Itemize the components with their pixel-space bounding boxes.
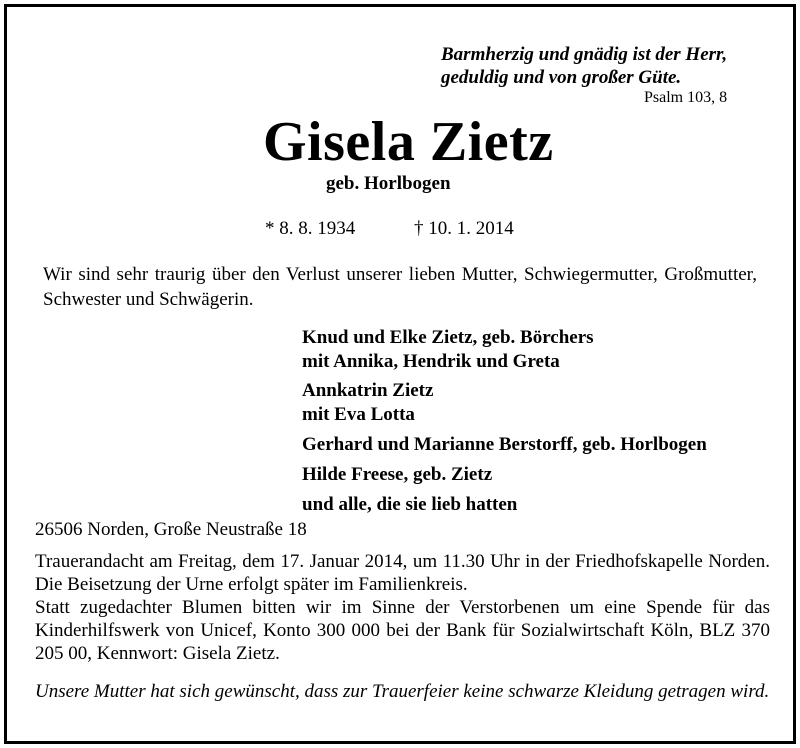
death-date: † 10. 1. 2014 [414,218,514,239]
mourner-line: Knud und Elke Zietz, geb. Börchers [302,327,594,348]
deceased-name: Gisela Zietz [263,111,554,173]
service-info [35,550,770,665]
intro-text: Wir sind sehr traurig über den Verlust unserer lieben Mutter, Schwiegermutter, Großmutter, Schwester und Schwägerin. [43,264,757,310]
maiden-name: geb. Horlbogen [326,173,451,194]
mourner-line: Hilde Freese, geb. Zietz [302,464,493,485]
mourner-line: Gerhard und Marianne Berstorff, geb. Horlbogen [302,434,707,455]
mourner-line: mit Annika, Hendrik und Greta [302,351,560,372]
dress-code-wish: Unsere Mutter hat sich gewünscht, dass zur Trauerfeier keine schwarze Kleidung getragen wird. [35,681,770,702]
mourner-line: und alle, die sie lieb hatten [302,494,518,515]
bible-verse [441,43,727,89]
service-text: Trauerandacht am Freitag, dem 17. Januar 2014, um 11.30 Uhr in der Friedhofskapelle Norden. Die Beisetzung der Urne erfolgt später im Familienkreis. [35,551,770,595]
mourner-line: mit Eva Lotta [302,404,415,425]
verse-line-1: Barmherzig und gnädig ist der Herr, [441,44,728,65]
address: 26506 Norden, Große Neustraße 18 [35,519,307,540]
donation-text: Statt zugedachter Blumen bitten wir im Sinne der Verstorbenen um eine Spende für das Kinderhilfswerk von Unicef, Konto 300 000 bei der Bank für Sozialwirtschaft Köln, BLZ 370 205 00, Kennwort: Gisela Zietz. [35,597,770,664]
verse-reference: Psalm 103, 8 [644,89,728,106]
verse-line-2: geduldig und von großer Güte. [441,67,682,88]
mourner-line: Annkatrin Zietz [302,380,434,401]
birth-date: * 8. 8. 1934 [265,218,356,239]
mourners-list [302,326,707,517]
